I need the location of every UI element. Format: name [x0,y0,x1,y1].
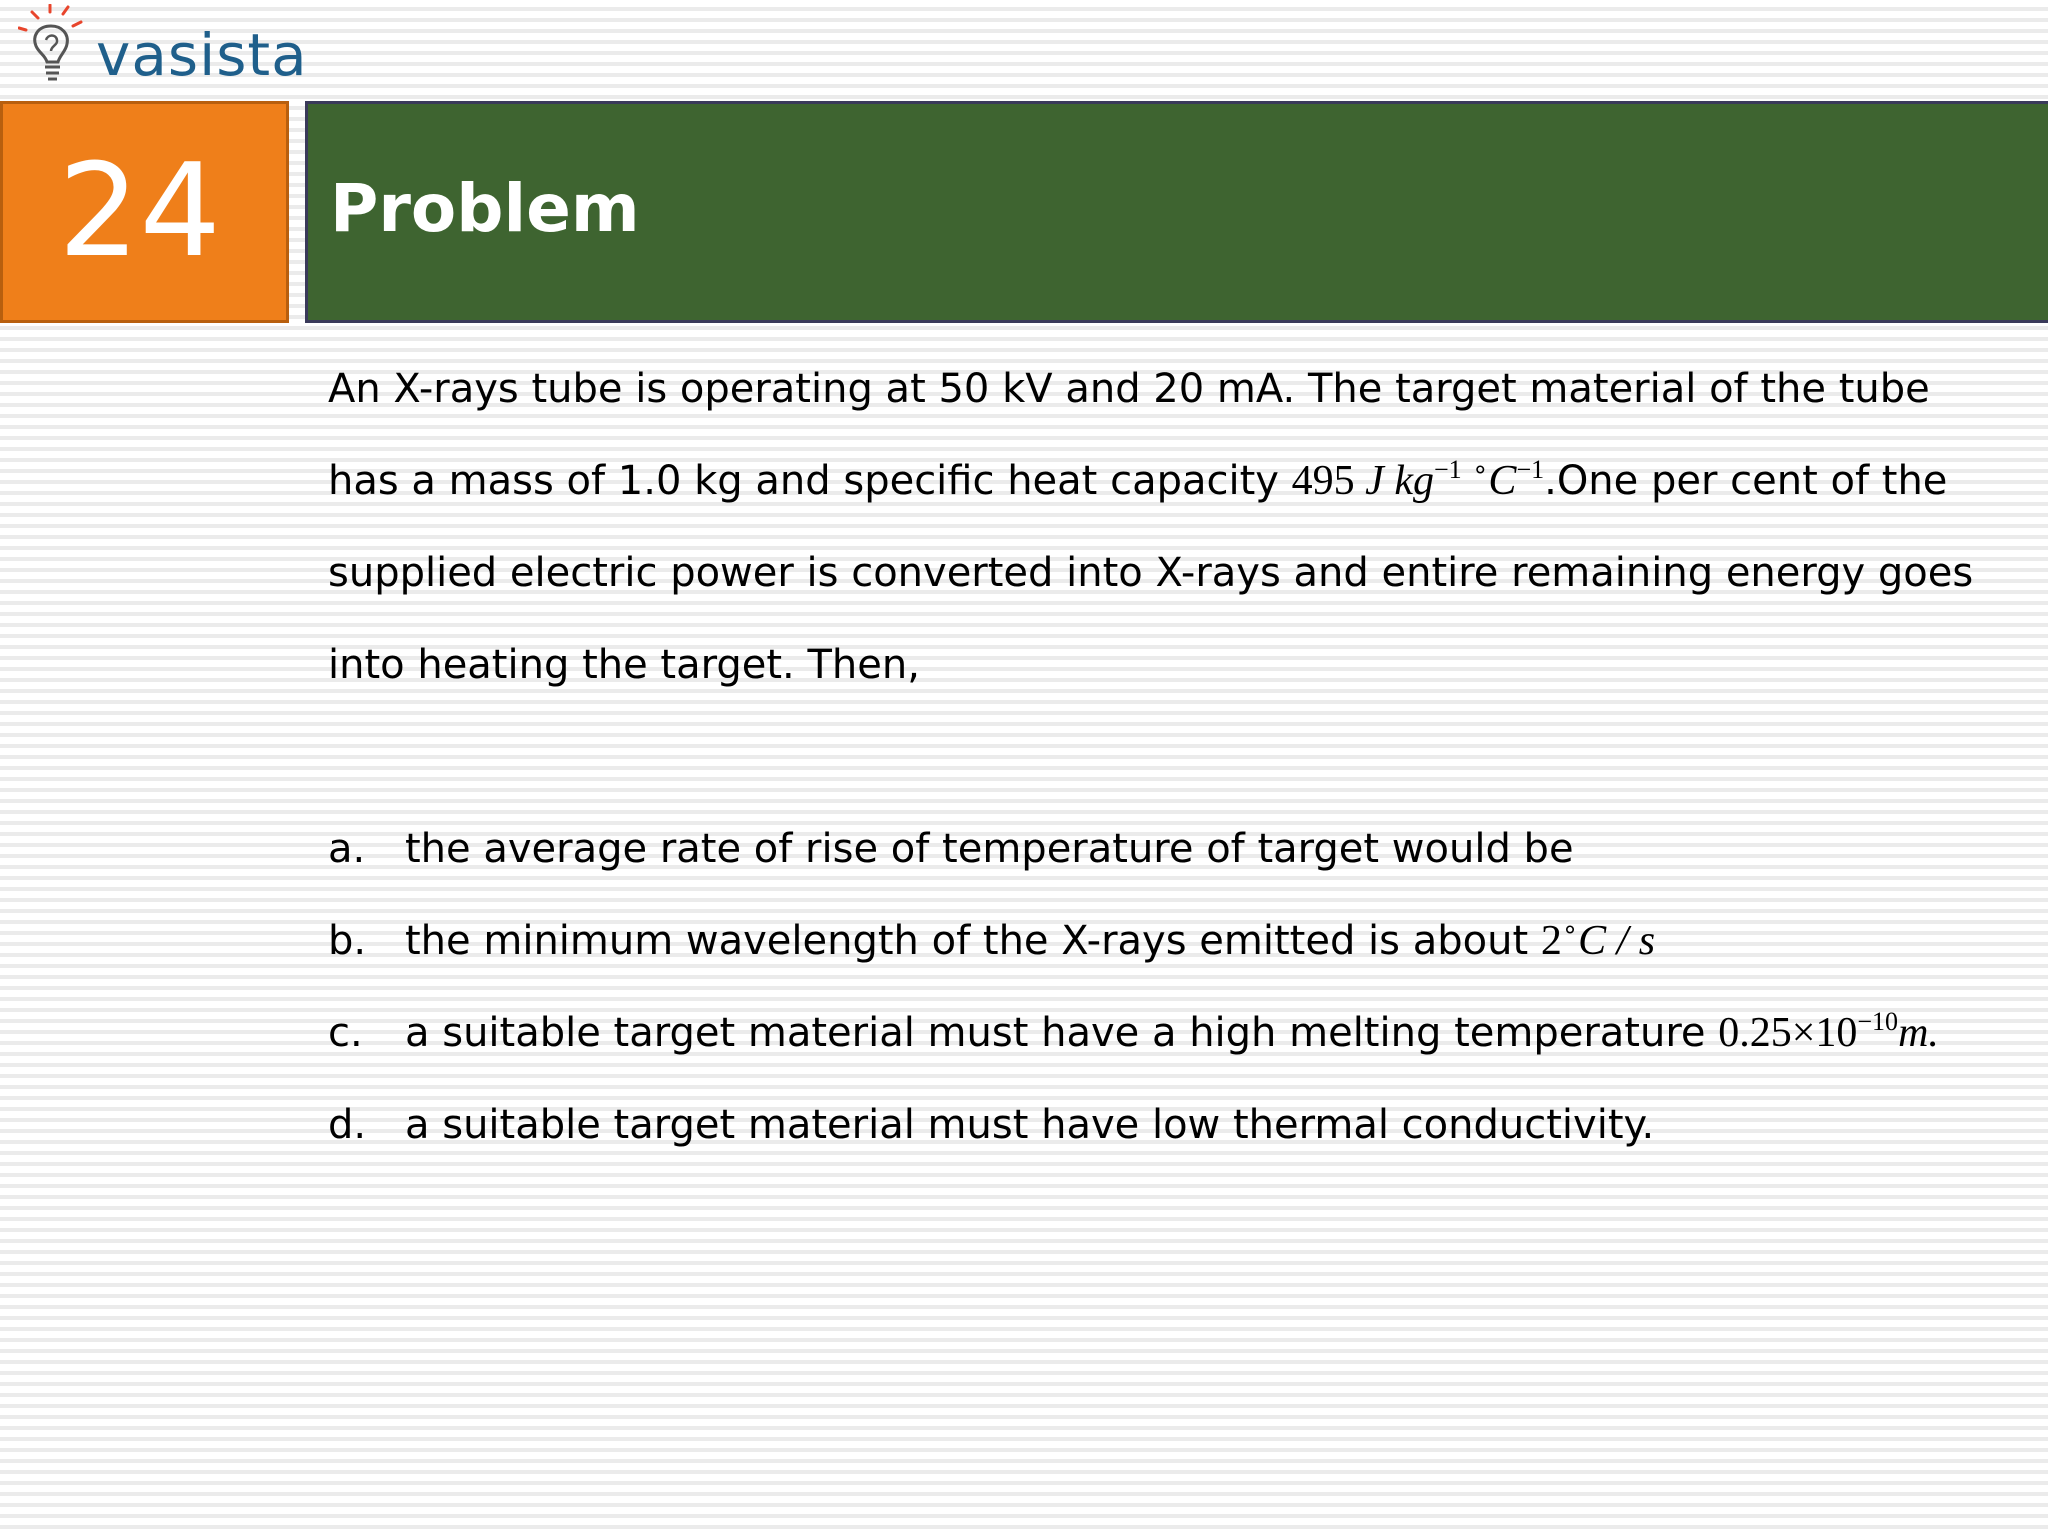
option-d [328,1088,2028,1180]
degree-symbol: ∘ [1472,455,1489,484]
heat-capacity-formula [1291,455,1545,504]
option-text [405,904,1655,996]
option-c-exponent: −10 [1857,1007,1899,1036]
option-letter: d. [328,1102,367,1148]
slide-title: Problem [330,169,640,247]
option-b-num: 2 [1540,918,1562,964]
unit-joule: J [1365,458,1384,504]
problem-line-2-pre: has a mass of 1.0 kg and specific heat capacity [328,458,1292,504]
option-b-unit: C / s [1578,918,1656,964]
celsius-exponent: −1 [1516,455,1545,484]
kg-exponent: −1 [1433,455,1462,484]
problem-line-4: into heating the target. Then, [328,642,920,688]
unit-celsius: C [1488,458,1517,504]
option-a [328,812,2028,904]
option-c-num: 0.25×10 [1718,1010,1858,1056]
option-c-text: a suitable target material must have a high melting temperature [405,1010,1719,1056]
problem-line-3: supplied electric power is converted into X-rays and entire remaining energy goes [328,550,1974,596]
option-b [328,904,2028,996]
logo-text: vasista [96,21,308,89]
option-letter: b. [328,918,367,964]
slide-number: 24 [58,137,221,286]
lightbulb-icon [18,4,98,94]
problem-line-1: An X-rays tube is operating at 50 kV and 20 mA. The target material of the tube [328,366,1930,412]
option-c-formula [1718,1007,1939,1056]
option-text [405,996,1939,1088]
problem-content [328,352,2028,1180]
heat-capacity-value: 495 [1291,458,1355,504]
option-b-text: the minimum wavelength of the X-rays emitted is about [405,918,1541,964]
option-letter: a. [328,826,366,872]
option-b-formula [1540,915,1656,964]
options-list [328,812,2028,1180]
option-c [328,996,2028,1088]
title-bar [305,101,2048,323]
option-text: a suitable target material must have low thermal conductivity. [405,1102,1655,1148]
option-text: the average rate of rise of temperature of target would be [405,826,1574,872]
option-letter: c. [328,1010,363,1056]
option-b-degree: ∘ [1561,915,1579,944]
unit-kg: kg [1394,458,1434,504]
problem-line-2 [328,444,2028,536]
problem-line-2-post: .One per cent of the [1544,458,1948,504]
slide-number-box [0,101,289,323]
vasista-logo [18,4,308,100]
option-c-unit: m. [1898,1010,1939,1056]
